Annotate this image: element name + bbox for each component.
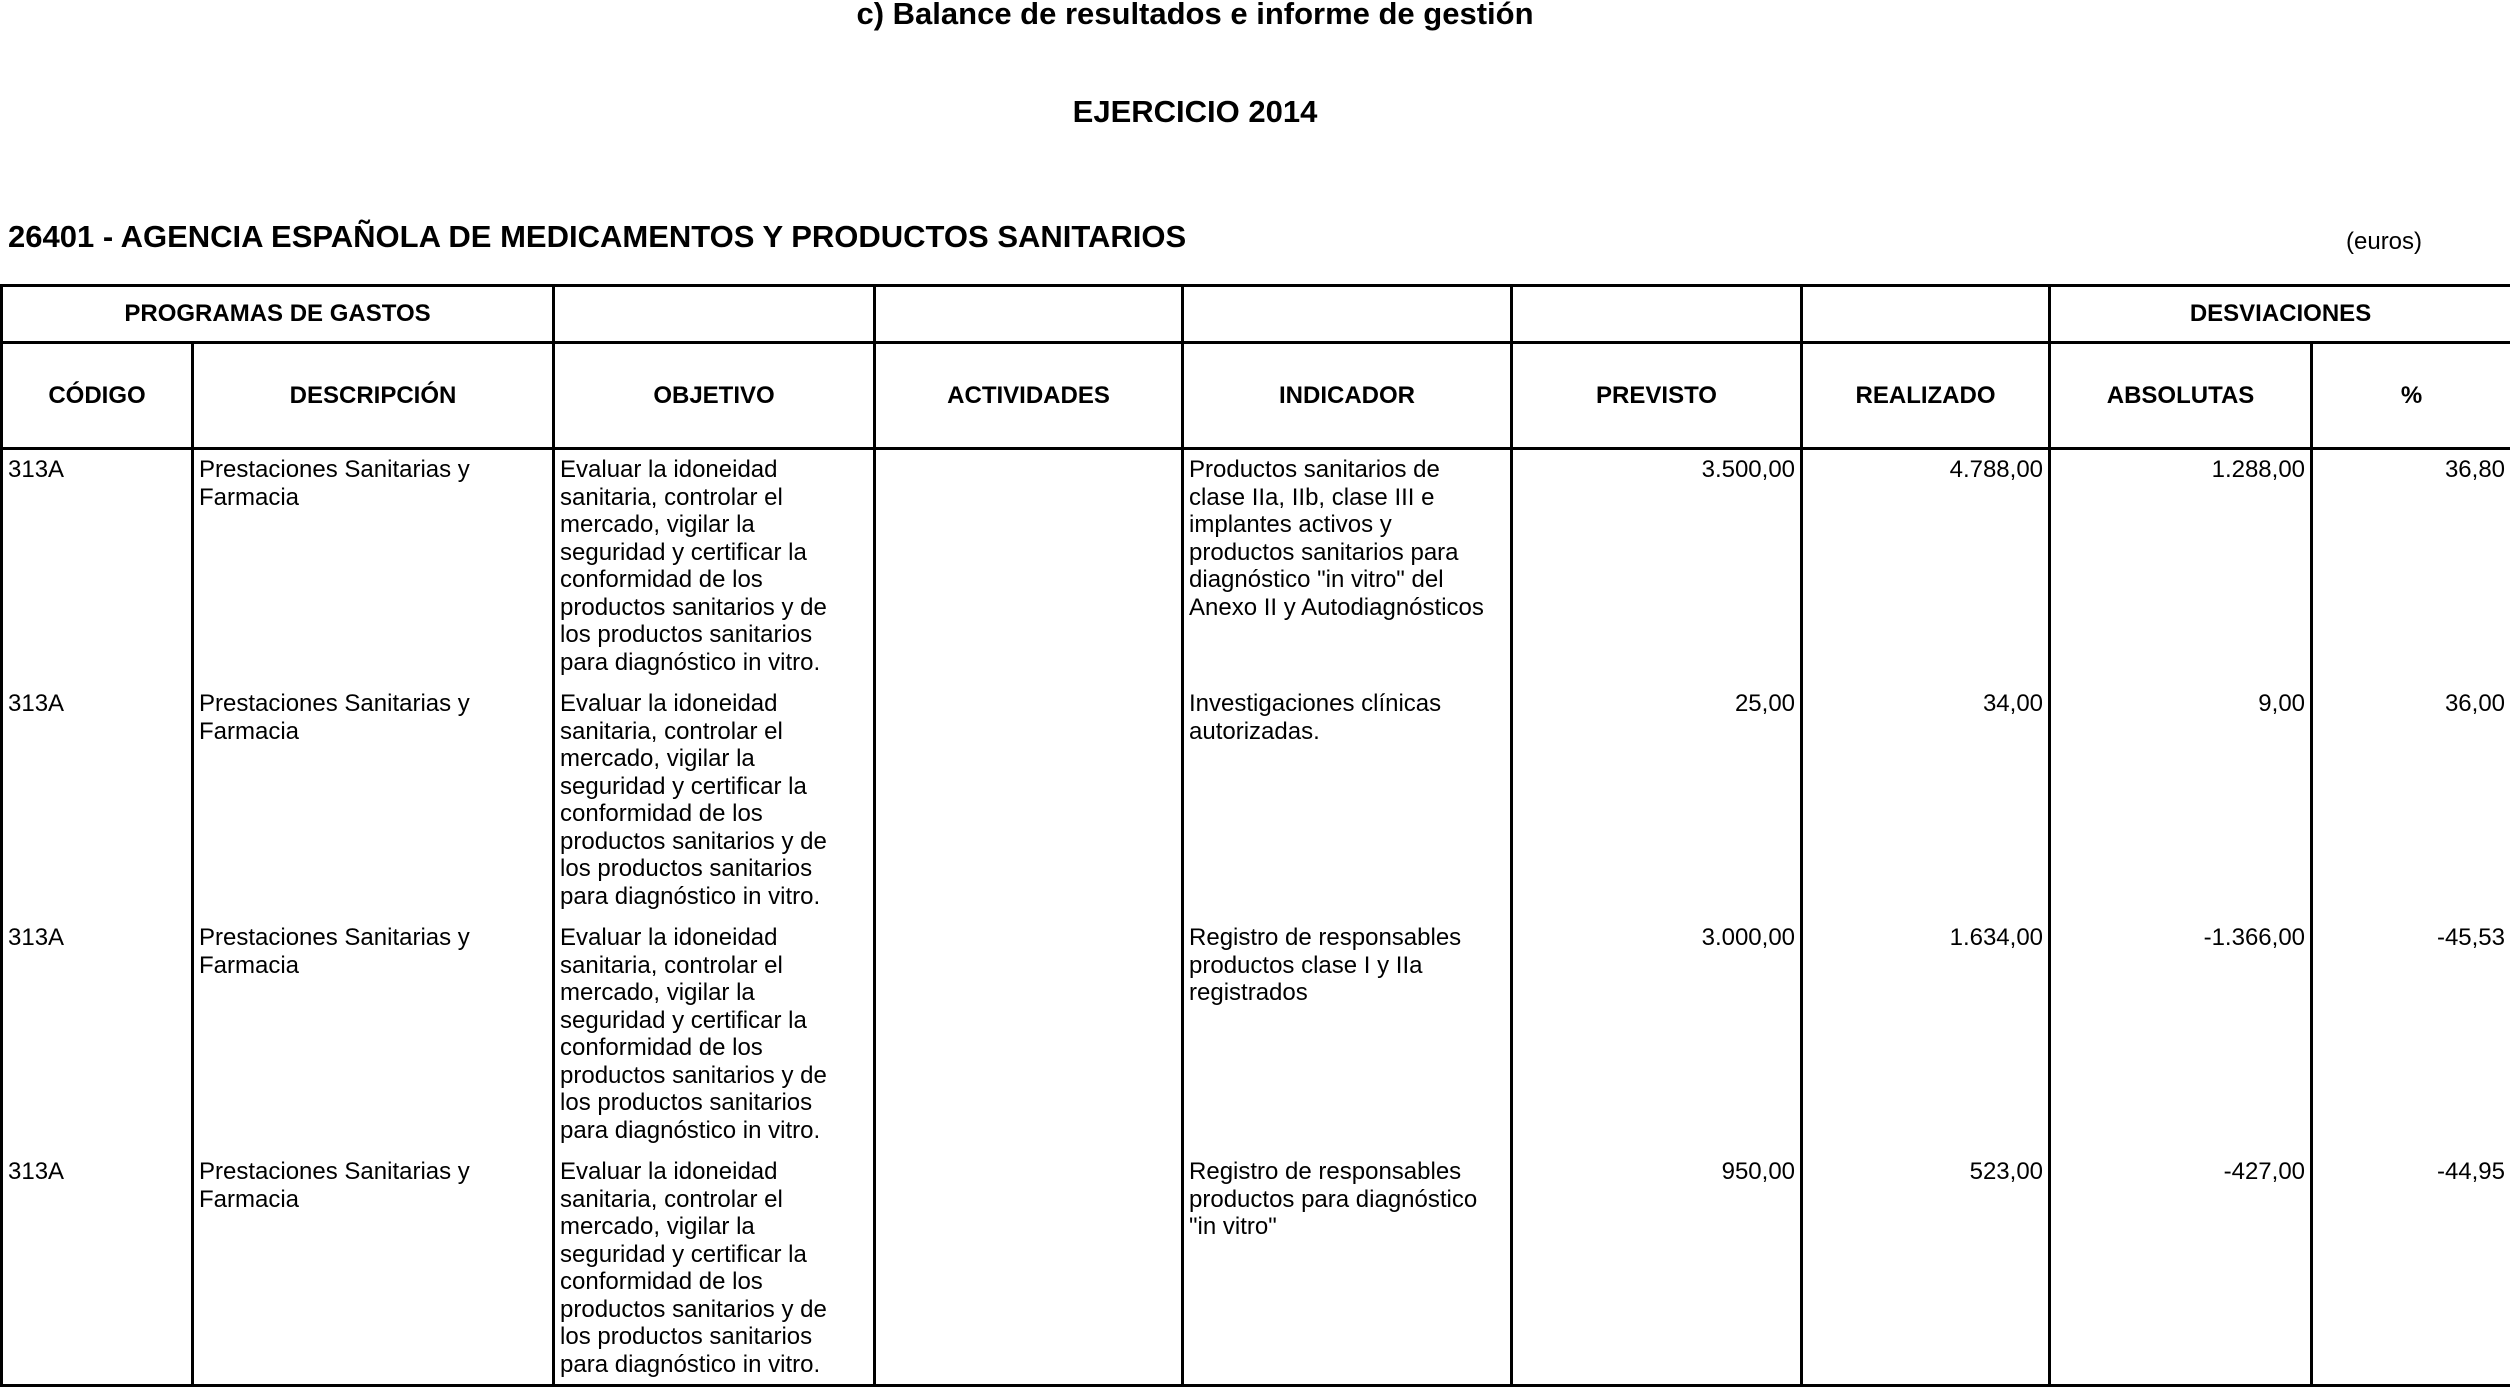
organization-heading: 26401 - AGENCIA ESPAÑOLA DE MEDICAMENTOS Y PRODUCTOS SANITARIOS [8,219,1187,254]
cell-objetivo: Evaluar la idoneidad sanitaria, controlar el mercado, vigilar la seguridad y certificar la conformidad de los productos sanitarios y de los productos sanitarios para diagnóstico in vitro. [554,684,875,918]
cell-previsto: 25,00 [1512,684,1802,918]
cell-previsto: 3.000,00 [1512,918,1802,1152]
column-header-realizado: REALIZADO [1802,343,2050,449]
cell-porcentaje: 36,80 [2312,449,2510,685]
group-header-programas: PROGRAMAS DE GASTOS [2,286,554,343]
cell-actividades [875,449,1183,685]
column-header-actividades: ACTIVIDADES [875,343,1183,449]
document-title: c) Balance de resultados e informe de gestión [856,0,1534,31]
currency-units-label: (euros) [2346,228,2423,255]
cell-absolutas: 1.288,00 [2050,449,2312,685]
fiscal-year-heading: EJERCICIO 2014 [1072,94,1318,129]
cell-indicador: Registro de responsables productos clase I y IIa registrados [1183,918,1512,1152]
cell-codigo: 313A [2,1152,193,1386]
cell-objetivo: Evaluar la idoneidad sanitaria, controlar el mercado, vigilar la seguridad y certificar la conformidad de los productos sanitarios y de los productos sanitarios para diagnóstico in vitro. [554,449,875,685]
group-header-blank [1802,286,2050,343]
cell-codigo: 313A [2,918,193,1152]
cell-porcentaje: -44,95 [2312,1152,2510,1386]
cell-previsto: 950,00 [1512,1152,1802,1386]
cell-objetivo: Evaluar la idoneidad sanitaria, controlar el mercado, vigilar la seguridad y certificar la conformidad de los productos sanitarios y de los productos sanitarios para diagnóstico in vitro. [554,1152,875,1386]
cell-indicador: Productos sanitarios de clase IIa, IIb, clase III e implantes activos y productos sanitarios para diagnóstico "in vitro" del Anexo II y Autodiagnósticos [1183,449,1512,685]
cell-codigo: 313A [2,684,193,918]
column-header-absolutas: ABSOLUTAS [2050,343,2312,449]
cell-realizado: 4.788,00 [1802,449,2050,685]
table-row [2,918,2510,1152]
column-header-descripcion: DESCRIPCIÓN [193,343,554,449]
table-row [2,684,2510,918]
group-header-blank [554,286,875,343]
cell-absolutas: -1.366,00 [2050,918,2312,1152]
cell-realizado: 34,00 [1802,684,2050,918]
column-header-objetivo: OBJETIVO [554,343,875,449]
cell-actividades [875,918,1183,1152]
cell-porcentaje: -45,53 [2312,918,2510,1152]
table-row [2,449,2510,685]
cell-realizado: 523,00 [1802,1152,2050,1386]
cell-descripcion: Prestaciones Sanitarias y Farmacia [193,1152,554,1386]
results-table [0,284,2510,1387]
cell-descripcion: Prestaciones Sanitarias y Farmacia [193,918,554,1152]
column-header-previsto: PREVISTO [1512,343,1802,449]
cell-realizado: 1.634,00 [1802,918,2050,1152]
cell-absolutas: -427,00 [2050,1152,2312,1386]
cell-porcentaje: 36,00 [2312,684,2510,918]
cell-previsto: 3.500,00 [1512,449,1802,685]
cell-descripcion: Prestaciones Sanitarias y Farmacia [193,684,554,918]
column-header-porcentaje: % [2312,343,2510,449]
cell-descripcion: Prestaciones Sanitarias y Farmacia [193,449,554,685]
cell-indicador: Registro de responsables productos para diagnóstico "in vitro" [1183,1152,1512,1386]
cell-absolutas: 9,00 [2050,684,2312,918]
group-header-desviaciones: DESVIACIONES [2050,286,2510,343]
column-header-codigo: CÓDIGO [2,343,193,449]
cell-actividades [875,1152,1183,1386]
group-header-blank [1512,286,1802,343]
column-header-indicador: INDICADOR [1183,343,1512,449]
group-header-blank [875,286,1183,343]
cell-objetivo: Evaluar la idoneidad sanitaria, controlar el mercado, vigilar la seguridad y certificar la conformidad de los productos sanitarios y de los productos sanitarios para diagnóstico in vitro. [554,918,875,1152]
cell-codigo: 313A [2,449,193,685]
table-row [2,1152,2510,1386]
cell-actividades [875,684,1183,918]
group-header-blank [1183,286,1512,343]
cell-indicador: Investigaciones clínicas autorizadas. [1183,684,1512,918]
